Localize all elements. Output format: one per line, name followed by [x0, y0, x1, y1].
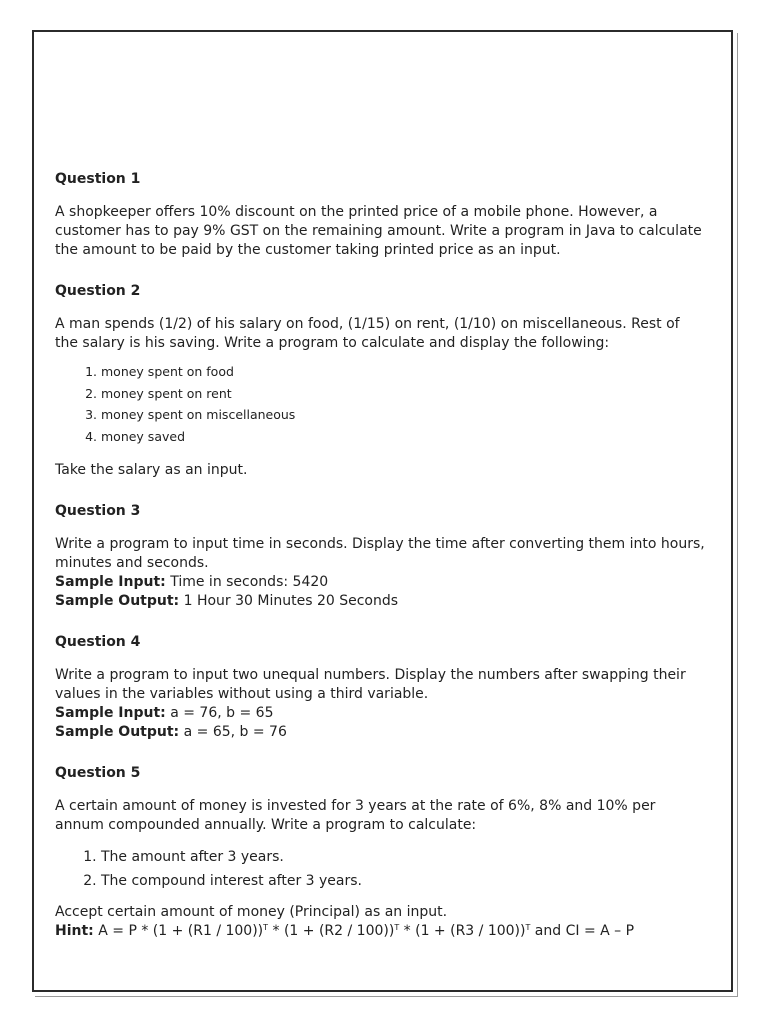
sample-input-value: Time in seconds: 5420 [165, 574, 329, 591]
question-4-sample-output [55, 723, 705, 742]
question-4-body: Write a program to input two unequal numbers. Display the numbers after swapping their values in the variables without using a third variable. [55, 667, 686, 703]
question-5-body: A certain amount of money is invested for 3 years at the rate of 6%, 8% and 10% per annum compounded annually. Write a program to calculate: [55, 798, 656, 834]
sample-input-value: a = 76, b = 65 [165, 705, 274, 722]
hint-formula-part: A = P * (1 + (R1 / 100)) [93, 923, 264, 940]
list-item: 3. money spent on miscellaneous [101, 404, 705, 426]
question-3-body: Write a program to input time in seconds. Display the time after converting them into hours, minutes and seconds. [55, 536, 705, 572]
hint-label: Hint: [55, 923, 94, 940]
hint-superscript: T [525, 923, 531, 933]
question-4-sample-input [55, 704, 705, 723]
list-item: 2. The compound interest after 3 years. [101, 869, 705, 893]
hint-formula-part: * (1 + (R3 / 100)) [399, 923, 526, 940]
sample-input-label: Sample Input: [55, 705, 166, 722]
list-item: 4. money saved [101, 426, 705, 448]
question-5-list [55, 845, 705, 893]
question-3-title: Question 3 [55, 503, 141, 520]
question-2-body: A man spends (1/2) of his salary on food, (1/15) on rent, (1/10) on miscellaneous. Rest of the salary is his saving. Write a program to calculate and display the following: [55, 316, 680, 351]
hint-superscript: T [394, 923, 400, 933]
list-item: 1. money spent on food [101, 361, 705, 383]
question-2-footer: Take the salary as an input. [55, 462, 248, 479]
list-item: 1. The amount after 3 years. [101, 845, 705, 869]
document-content [55, 170, 705, 941]
sample-output-label: Sample Output: [55, 593, 180, 610]
hint-superscript: T [263, 923, 269, 933]
question-1-title: Question 1 [55, 171, 141, 187]
question-1-body: A shopkeeper offers 10% discount on the printed price of a mobile phone. However, a customer has to pay 9% GST on the remaining amount. Write a program in Java to calculate the amount to be paid by the customer taking printed price as an input. [55, 204, 702, 258]
sample-output-value: a = 65, b = 76 [179, 724, 287, 741]
question-5-title: Question 5 [55, 765, 141, 782]
hint-formula-part: and CI = A – P [530, 923, 635, 940]
question-5-footer: Accept certain amount of money (Principal) as an input. [55, 904, 448, 921]
question-3-sample-input [55, 573, 705, 592]
hint-formula-part: * (1 + (R2 / 100)) [268, 923, 395, 940]
sample-output-label: Sample Output: [55, 724, 180, 741]
question-3-sample-output [55, 592, 705, 611]
list-item: 2. money spent on rent [101, 383, 705, 405]
question-2-title: Question 2 [55, 283, 141, 299]
question-5-hint [55, 922, 705, 941]
sample-output-value: 1 Hour 30 Minutes 20 Seconds [179, 593, 399, 610]
question-4-title: Question 4 [55, 634, 141, 651]
question-2-list [55, 361, 705, 447]
sample-input-label: Sample Input: [55, 574, 166, 591]
